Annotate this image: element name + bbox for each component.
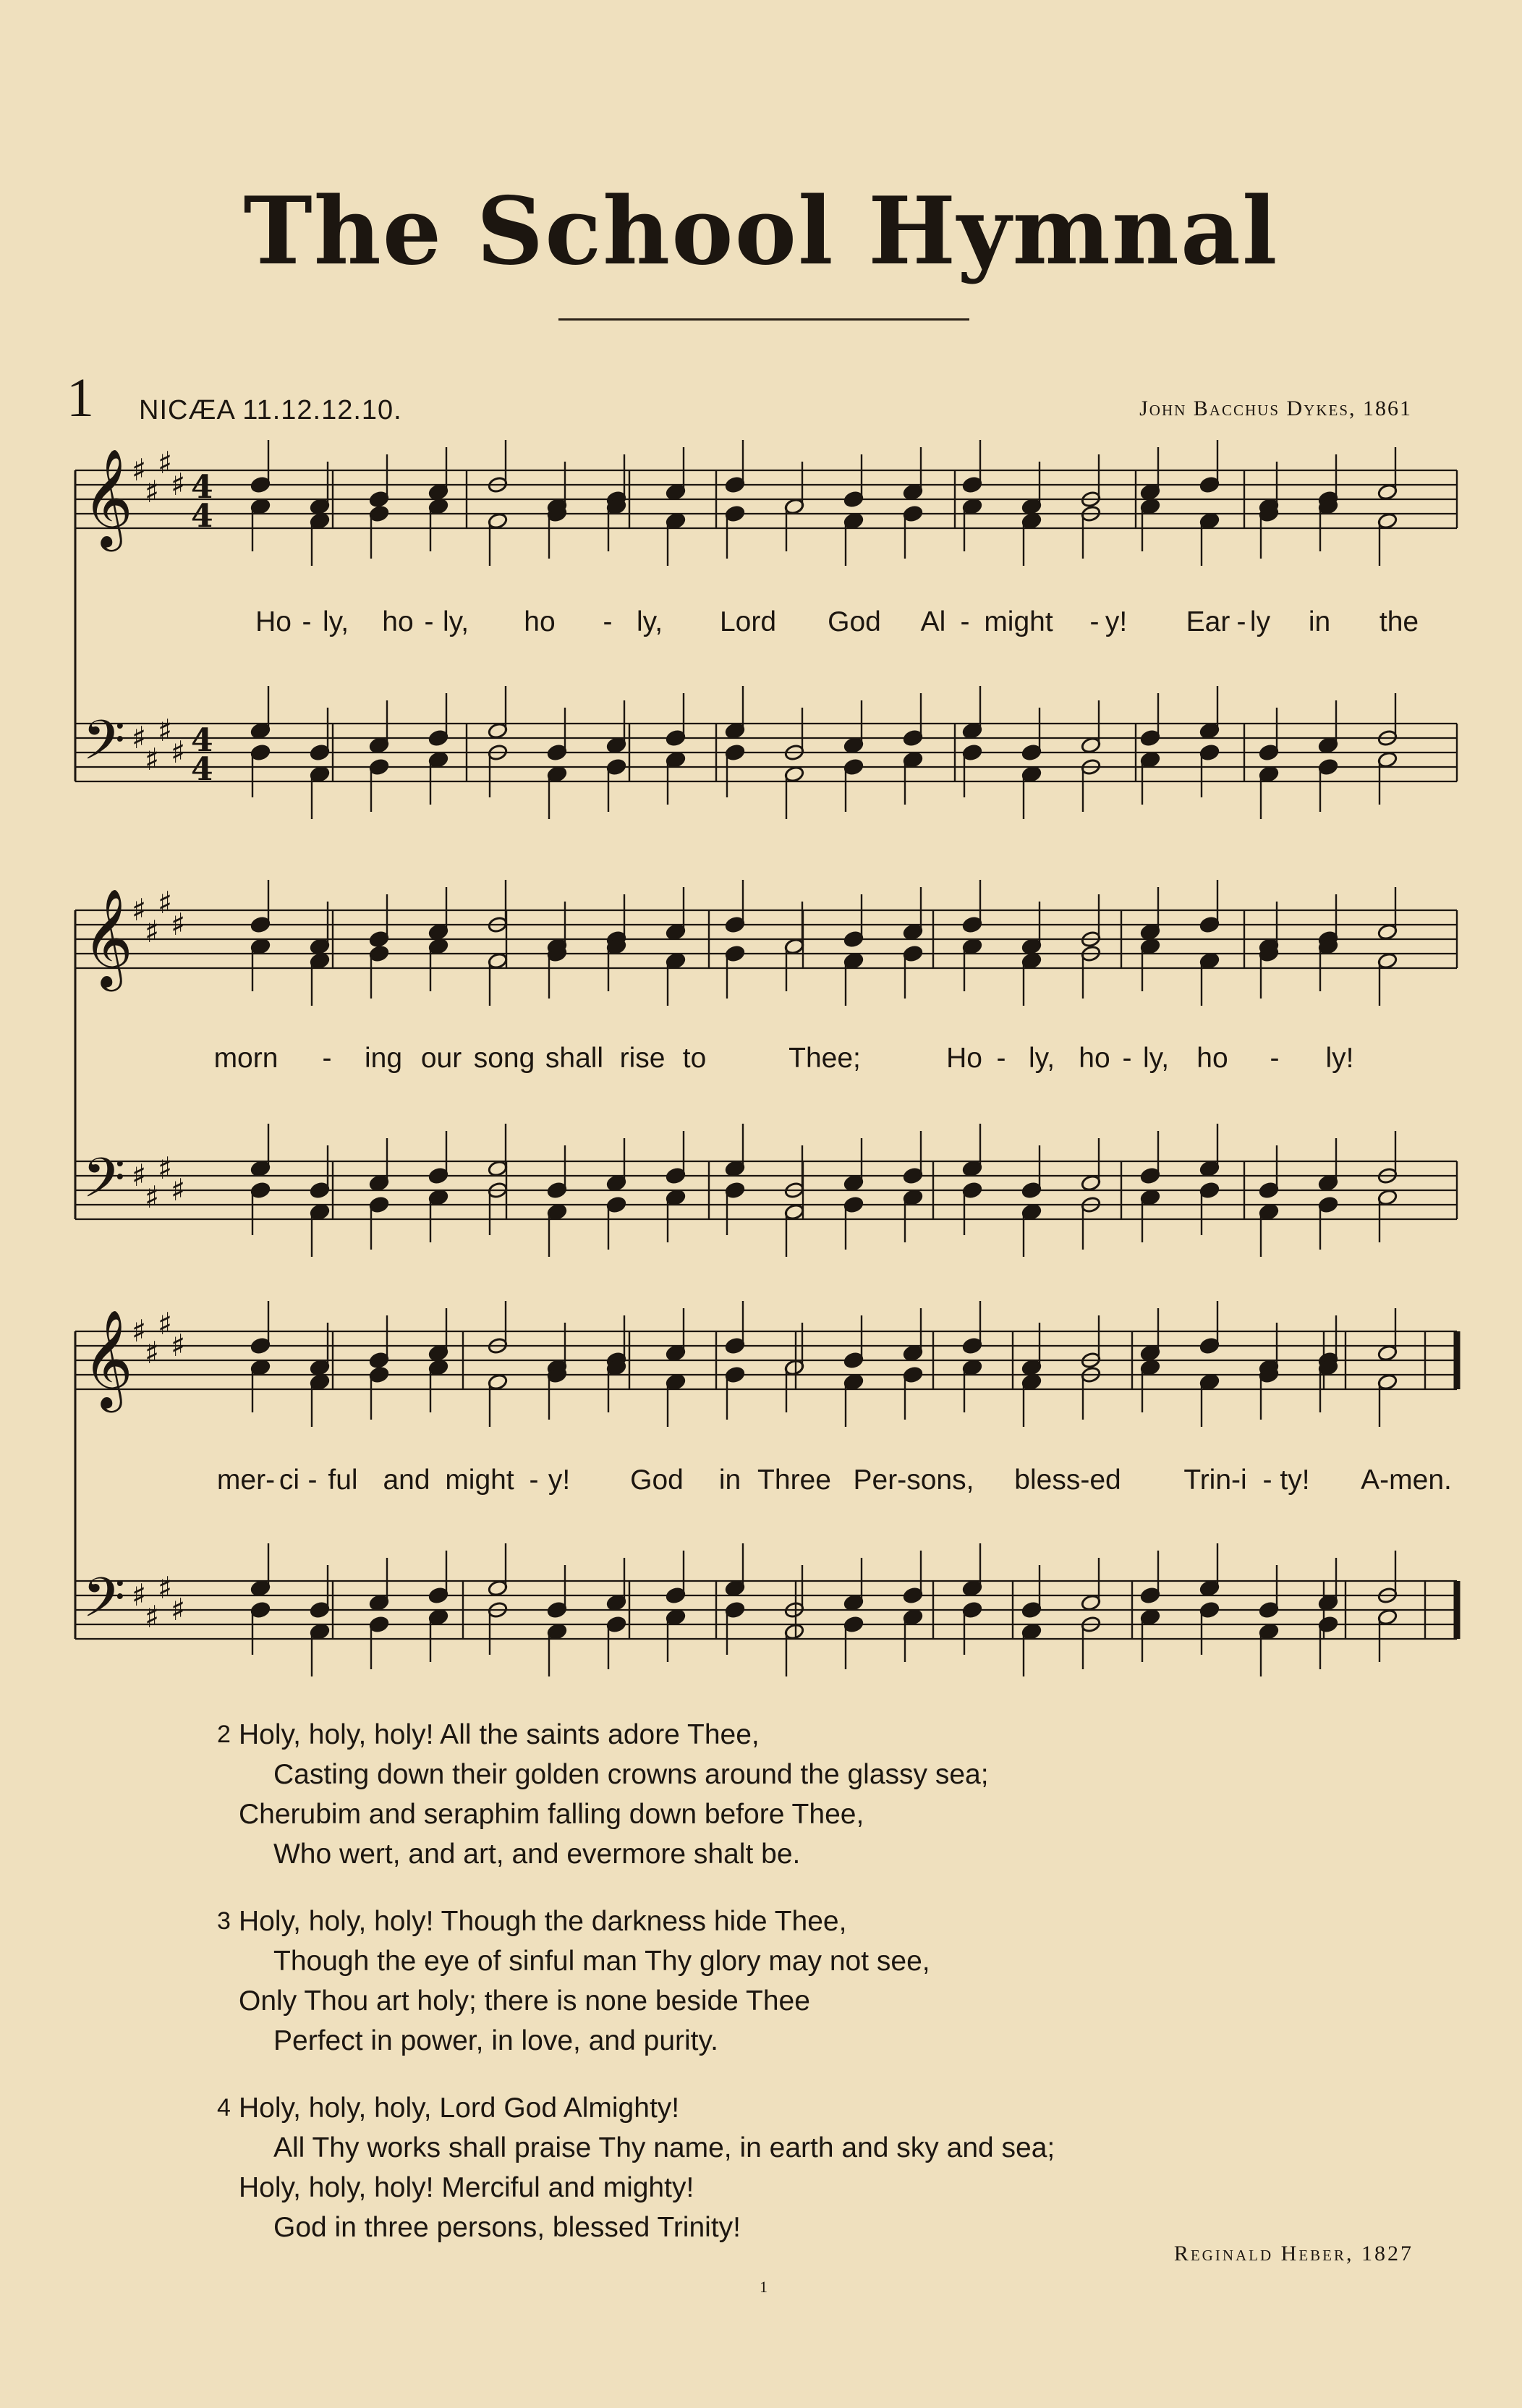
sharp-icon: ♯ — [158, 445, 173, 480]
stanza-line: Holy, holy, holy! Merciful and mighty! — [239, 2172, 694, 2203]
lyric-syllable: - — [307, 1464, 318, 1496]
lyric-syllable: Thee; — [788, 1043, 861, 1074]
sharp-icon: ♯ — [171, 734, 186, 770]
time-signature-top: 4 — [191, 469, 213, 506]
stanza-line: Holy, holy, holy! All the saints adore Thee, — [239, 1719, 760, 1750]
lyric-syllable: ho — [524, 606, 556, 637]
lyric-syllable: to — [682, 1043, 707, 1074]
lyric-syllable: ho — [1196, 1043, 1228, 1074]
lyric-syllable: - — [302, 606, 312, 637]
sharp-icon: ♯ — [132, 892, 147, 928]
time-signature-bottom: 4 — [191, 498, 213, 535]
lyric-syllable: God — [630, 1464, 684, 1496]
lyric-syllable: Three — [757, 1464, 831, 1496]
sharp-icon: ♯ — [145, 1179, 160, 1215]
lyric-syllable: shall — [545, 1043, 604, 1074]
lyric-syllable: - — [960, 606, 970, 637]
lyric-syllable: in — [1308, 606, 1331, 637]
author-credit: Reginald Heber, 1827 — [1173, 2242, 1413, 2265]
composer-credit: John Bacchus Dykes, 1861 — [1139, 397, 1412, 420]
lyric-syllable: ly, — [1142, 1043, 1170, 1074]
sharp-icon: ♯ — [145, 474, 160, 509]
lyric-syllable: y! — [1105, 606, 1128, 637]
stanza-list — [217, 1715, 1055, 2275]
lyric-syllable: - — [1089, 606, 1100, 637]
lyric-syllable: morn — [213, 1043, 279, 1074]
lyric-syllable: ly — [1249, 606, 1271, 637]
lyric-syllable: rise — [619, 1043, 666, 1074]
sharp-icon: ♯ — [132, 452, 147, 488]
lyric-syllable: - — [1236, 606, 1246, 637]
stanza-line: Holy, holy, holy, Lord God Almighty! — [239, 2093, 680, 2124]
lyric-syllable: ing — [364, 1043, 403, 1074]
stanza-line: Though the eye of sinful man Thy glory may not see, — [273, 1946, 930, 1977]
lyric-syllable: ly, — [636, 606, 663, 637]
hymn-number: 1 — [67, 368, 94, 428]
bass-clef-icon: 𝄢 — [82, 708, 126, 786]
stanza-line: God in three persons, blessed Trinity! — [273, 2212, 741, 2243]
lyric-syllable: God — [828, 606, 881, 637]
lyric-syllable: Ho — [255, 606, 292, 637]
lyric-syllable: ho — [1079, 1043, 1110, 1074]
book-title: The School Hymnal — [243, 177, 1279, 286]
lyric-syllable: Lord — [719, 606, 777, 637]
lyric-syllable: Ho — [946, 1043, 982, 1074]
sharp-icon: ♯ — [158, 713, 173, 748]
lyric-syllable: bless-ed — [1014, 1464, 1121, 1496]
lyric-syllable: in — [718, 1464, 741, 1496]
lyric-syllable: ty! — [1280, 1464, 1310, 1496]
lyric-syllable: - — [1262, 1464, 1272, 1496]
sharp-icon: ♯ — [171, 1172, 186, 1208]
lyric-syllable: the — [1379, 606, 1419, 637]
sharp-icon: ♯ — [132, 1313, 147, 1349]
sharp-icon: ♯ — [145, 1335, 160, 1370]
lyric-syllable: - — [603, 606, 613, 637]
sharp-icon: ♯ — [132, 1158, 147, 1193]
sharp-icon: ♯ — [145, 914, 160, 949]
lyric-syllable: ly, — [322, 606, 349, 637]
lyric-syllable: - — [424, 606, 434, 637]
sharp-icon: ♯ — [158, 1150, 173, 1186]
stanza-line: Only Thou art holy; there is none beside Thee — [239, 1985, 810, 2017]
lyric-syllable: might — [445, 1464, 514, 1496]
treble-clef-icon: 𝄞 — [82, 1308, 133, 1408]
time-signature-bottom: 4 — [191, 751, 213, 788]
stanza-line: Cherubim and seraphim falling down before Thee, — [239, 1799, 864, 1830]
lyric-syllable: - — [996, 1043, 1006, 1074]
stanza-line: Perfect in power, in love, and purity. — [273, 2025, 718, 2056]
lyric-syllable: - — [529, 1464, 539, 1496]
stanza-4 — [217, 2088, 1055, 2247]
lyric-syllable: mer- — [216, 1464, 276, 1496]
stanza-line: All Thy works shall praise Thy name, in earth and sky and sea; — [273, 2132, 1055, 2163]
sharp-icon: ♯ — [171, 467, 186, 502]
bass-clef-icon: 𝄢 — [82, 1566, 126, 1643]
lyric-syllable: Al — [920, 606, 946, 637]
sharp-icon: ♯ — [145, 1599, 160, 1635]
sharp-icon: ♯ — [158, 885, 173, 920]
stanza-number: 2 — [217, 1721, 231, 1748]
stanza-3 — [217, 1902, 1055, 2061]
sharp-icon: ♯ — [158, 1306, 173, 1341]
lyric-syllable: might — [984, 606, 1053, 637]
lyric-syllable: A-men. — [1361, 1464, 1452, 1496]
sharp-icon: ♯ — [145, 742, 160, 777]
stanza-number: 4 — [217, 2094, 231, 2121]
stanza-line: Who wert, and art, and evermore shalt be. — [273, 1839, 801, 1870]
sharp-icon: ♯ — [171, 1328, 186, 1363]
sharp-icon: ♯ — [171, 1592, 186, 1627]
lyric-syllable: ci — [279, 1464, 300, 1496]
time-signature-top: 4 — [191, 722, 213, 759]
sharp-icon: ♯ — [132, 1577, 147, 1613]
lyric-syllable: ly, — [442, 606, 469, 637]
bass-clef-icon: 𝄢 — [82, 1146, 126, 1224]
lyric-syllable: y! — [548, 1464, 571, 1496]
sharp-icon: ♯ — [171, 907, 186, 942]
tune-name: NICÆA 11.12.12.10. — [139, 395, 402, 425]
page-number: 1 — [760, 2278, 768, 2296]
lyric-syllable: Per-sons, — [853, 1464, 974, 1496]
lyric-syllable: ly, — [1028, 1043, 1055, 1074]
sharp-icon: ♯ — [132, 720, 147, 755]
lyric-syllable: Ear — [1186, 606, 1230, 637]
stanza-line: Holy, holy, holy! Though the darkness hide Thee, — [239, 1906, 847, 1937]
lyric-syllable: ho — [382, 606, 414, 637]
treble-clef-icon: 𝄞 — [82, 887, 133, 987]
lyric-syllable: - — [1270, 1043, 1280, 1074]
stanza-number: 3 — [217, 1907, 231, 1935]
stanza-line: Casting down their golden crowns around the glassy sea; — [273, 1759, 989, 1790]
lyric-syllable: Trin-i — [1183, 1464, 1247, 1496]
lyric-syllable: - — [1122, 1043, 1132, 1074]
lyric-syllable: ly! — [1325, 1043, 1354, 1074]
lyric-syllable: our — [420, 1043, 462, 1074]
lyric-syllable: ful — [328, 1464, 358, 1496]
lyric-syllable: song — [473, 1043, 535, 1074]
sharp-icon: ♯ — [158, 1570, 173, 1606]
lyric-syllable: - — [322, 1043, 332, 1074]
treble-clef-icon: 𝄞 — [82, 447, 133, 547]
stanza-2 — [217, 1715, 1055, 1874]
lyric-syllable: and — [383, 1464, 430, 1496]
